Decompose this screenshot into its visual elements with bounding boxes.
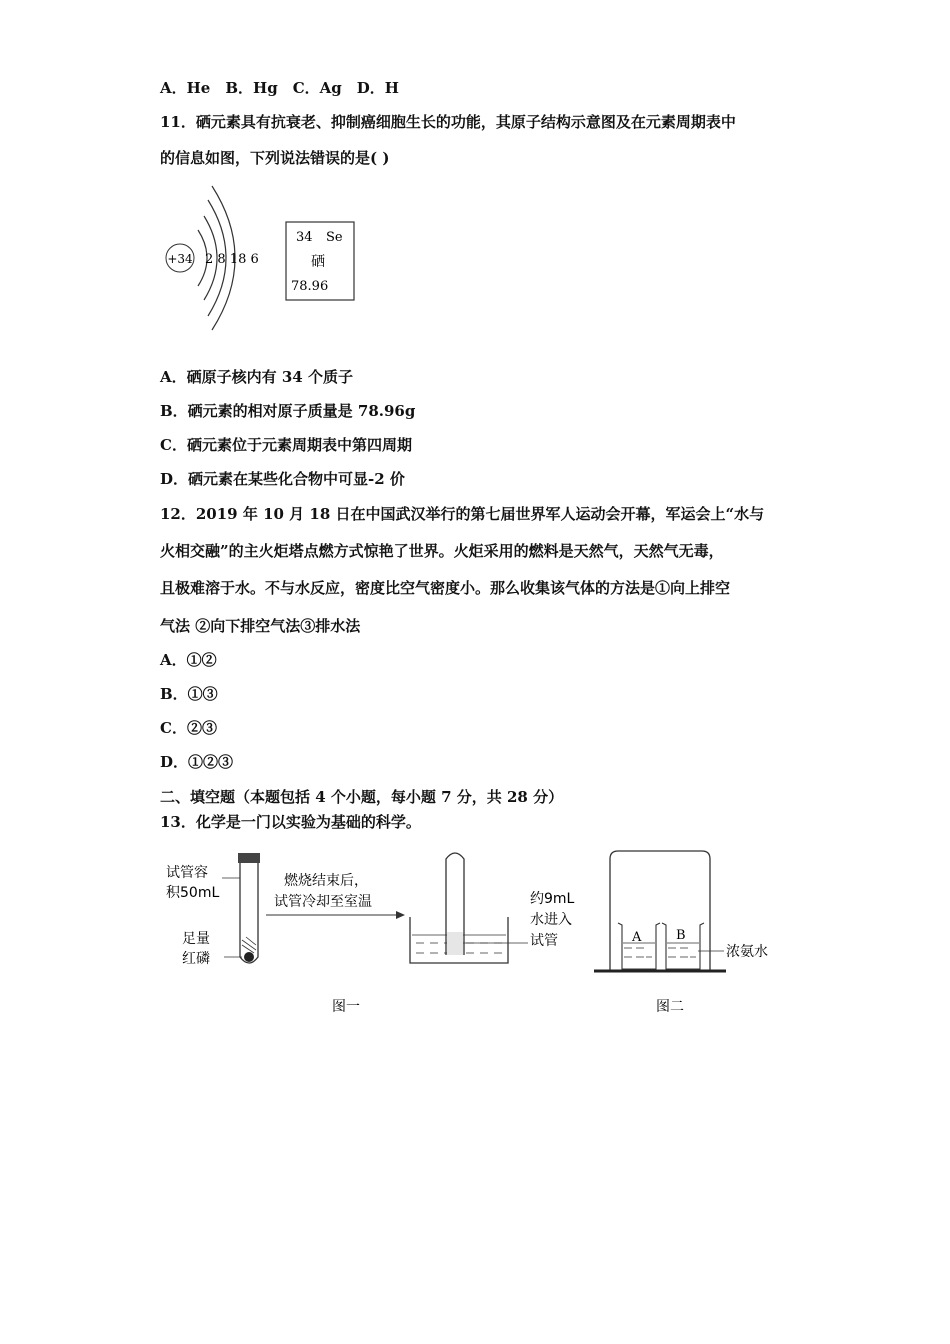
phosphorus-label-line1: 足量: [182, 931, 210, 947]
q12-stem-line1: 12．2019 年 10 月 18 日在中国武汉举行的第七届世界军人运动会开幕，军运会上“水与: [160, 505, 765, 523]
element-name: 硒: [311, 254, 325, 270]
figure-one-caption: 图一: [332, 999, 360, 1015]
q12-option-b: B．①③: [160, 685, 218, 703]
q12-stem-line4: 气法 ②向下排空气法③排水法: [160, 617, 361, 635]
water-label-line1: 约9mL: [530, 891, 575, 907]
water-in-tube: [447, 932, 463, 955]
figure-one: [160, 845, 590, 1025]
beaker-b-label: B: [676, 928, 686, 943]
large-beaker: [610, 851, 710, 971]
water-label-line2: 水进入: [530, 912, 572, 928]
element-symbol: Se: [326, 230, 343, 245]
arrow-label-line1: 燃烧结束后，: [284, 873, 368, 889]
q10-options: A．He B．Hg C．Ag D．H: [160, 79, 399, 97]
q12-option-d: D．①②③: [160, 753, 234, 771]
atomic-number: 34: [296, 230, 313, 245]
q12-option-a: A．①②: [160, 651, 217, 669]
tube-label-line1: 试管容: [166, 865, 208, 881]
atom-structure-diagram: [166, 186, 259, 330]
water-label-line3: 试管: [530, 933, 558, 949]
tube-stopper: [238, 853, 260, 863]
tube-label-line2: 积50mL: [166, 885, 220, 901]
q12-option-c: C．②③: [160, 719, 217, 737]
beaker-b-liquid: [668, 948, 696, 957]
red-phosphorus-blob: [244, 952, 254, 962]
q11-option-a: A．硒原子核内有 34 个质子: [160, 368, 353, 386]
q11-stem-line2: 的信息如图，下列说法错误的是( ): [160, 149, 390, 167]
selenium-figure: [158, 180, 378, 335]
electron-shells: 2 8 18 6: [205, 252, 259, 267]
periodic-table-cell: [286, 222, 354, 300]
section2-title: 二、填空题（本题包括 4 个小题，每小题 7 分，共 28 分）: [160, 788, 564, 806]
atomic-mass: 78.96: [291, 279, 329, 294]
beaker-a-label: A: [632, 930, 642, 945]
figure-two-caption: 图二: [656, 999, 684, 1015]
nucleus-charge: +34: [167, 252, 193, 266]
q11-option-d: D．硒元素在某些化合物中可显-2 价: [160, 470, 405, 488]
q11-option-b: B．硒元素的相对原子质量是 78.96g: [160, 402, 416, 420]
q12-stem-line3: 且极难溶于水。不与水反应，密度比空气密度小。那么收集该气体的方法是①向上排空: [160, 579, 731, 597]
q11-stem-line1: 11．硒元素具有抗衰老、抑制癌细胞生长的功能，其原子结构示意图及在元素周期表中: [160, 113, 736, 131]
q13-stem: 13．化学是一门以实验为基础的科学。: [160, 813, 421, 831]
q12-stem-line2: 火相交融”的主火炬塔点燃方式惊艳了世界。火炬采用的燃料是天然气，天然气无毒，: [160, 542, 724, 560]
figure-two: [590, 845, 790, 1025]
phosphorus-label-line2: 红磷: [182, 951, 210, 967]
arrow-label-line2: 试管冷却至室温: [274, 894, 372, 910]
test-tube: [240, 863, 258, 963]
phosphorus-hatch: [242, 937, 256, 953]
q11-option-c: C．硒元素位于元素周期表中第四周期: [160, 436, 412, 454]
beaker-a-liquid: [624, 948, 652, 957]
process-arrow-head: [396, 911, 405, 919]
ammonia-label: 浓氨水: [726, 944, 768, 960]
